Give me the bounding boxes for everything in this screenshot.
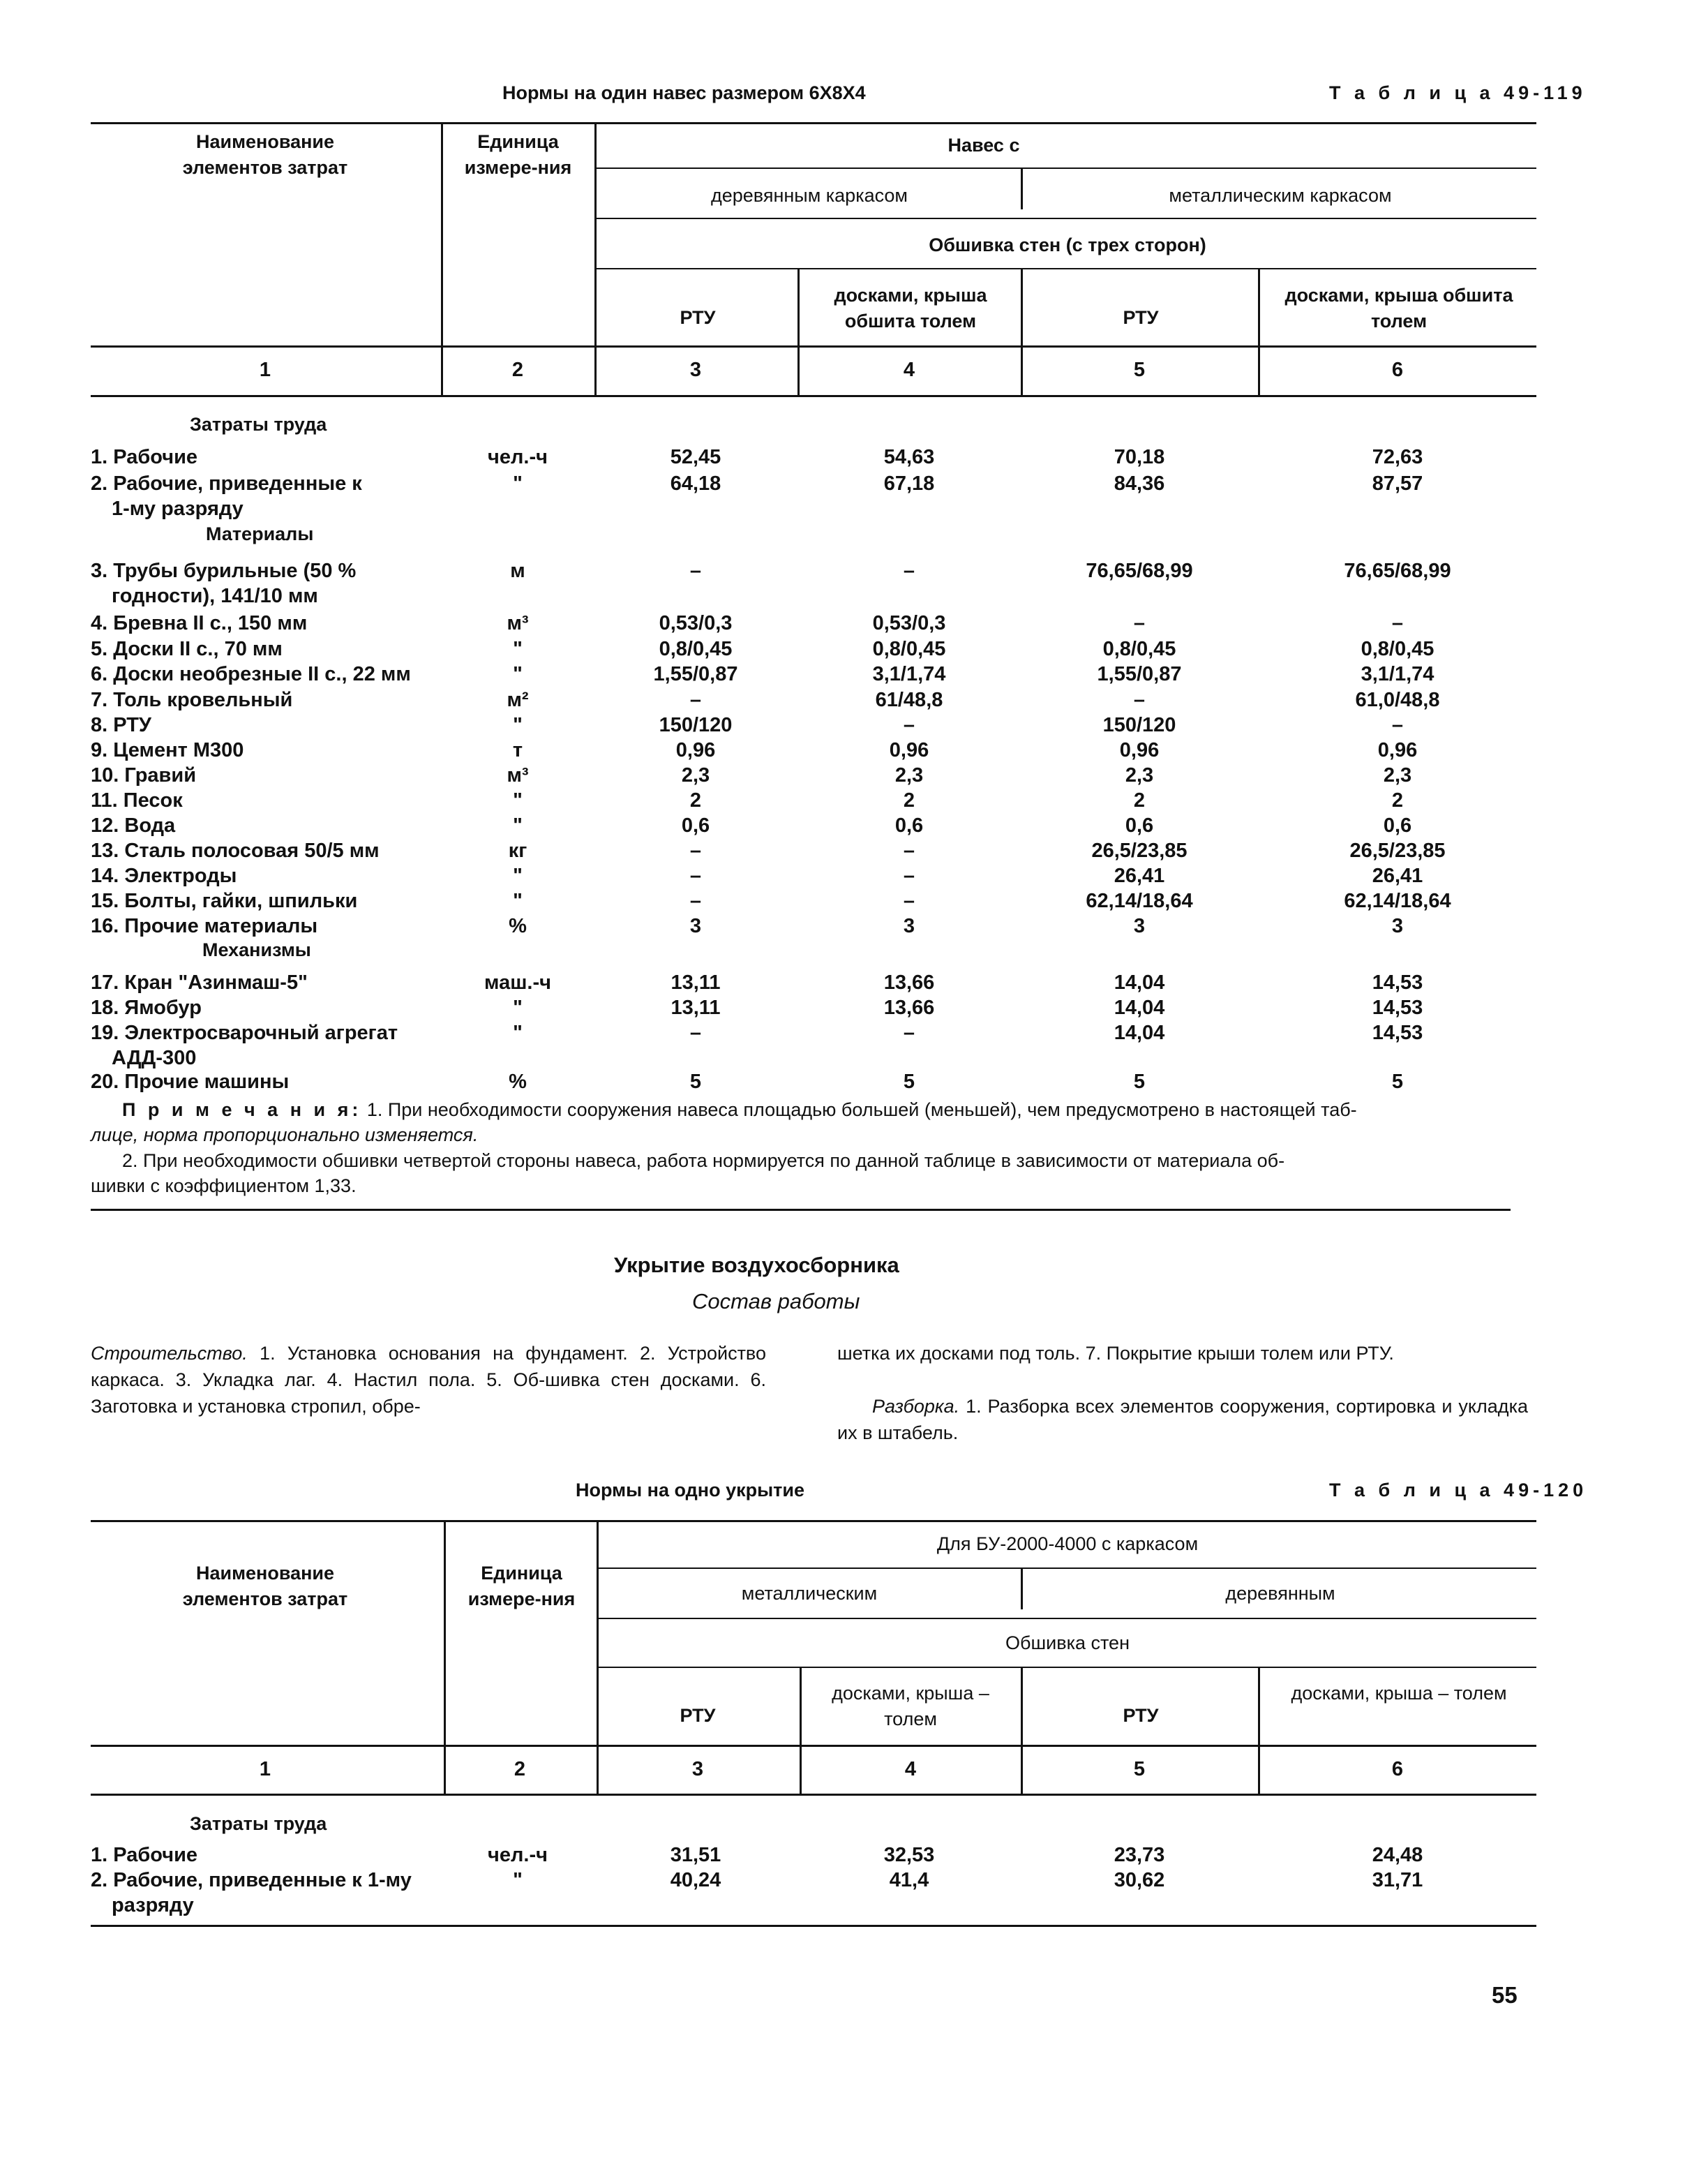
row-value: 62,14/18,64 xyxy=(1344,890,1451,912)
row-value: 3 xyxy=(689,915,702,937)
section-heading: Затраты труда xyxy=(190,1813,327,1834)
row-value: 30,62 xyxy=(1114,1869,1165,1891)
row-value: 150/120 xyxy=(1102,714,1176,736)
table-caption: Нормы на одно укрытие xyxy=(576,1480,804,1500)
row-value: – xyxy=(689,865,702,887)
column-divider xyxy=(597,1522,599,1794)
row-value: – xyxy=(1391,714,1404,736)
row-unit: " xyxy=(513,865,523,887)
row-unit: маш.-ч xyxy=(484,971,551,994)
row-value: 67,18 xyxy=(883,472,935,495)
header-rule xyxy=(599,1667,1536,1668)
table-label: Т а б л и ц а 49-120 xyxy=(1329,1480,1588,1500)
row-name: 9. Цемент М300 xyxy=(91,739,244,761)
header-unit: Единица измере-ния xyxy=(467,1563,576,1609)
row-value: – xyxy=(689,890,702,912)
row-value: 5 xyxy=(1133,1071,1146,1093)
row-value: 2,3 xyxy=(681,764,710,787)
row-value: 0,6 xyxy=(894,814,924,837)
row-value: 3 xyxy=(1133,915,1146,937)
section-subtitle: Состав работы xyxy=(692,1289,860,1313)
construction-paragraph xyxy=(91,1340,766,1420)
table-caption: Нормы на один навес размером 6Х8Х4 xyxy=(502,82,866,103)
header-rule xyxy=(597,218,1536,219)
row-value: 3 xyxy=(903,915,915,937)
colnum: 5 xyxy=(1133,1758,1146,1780)
construction-text: 1. Установка основания на фундамент. 2. Устройство каркаса. 3. Укладка лаг. 4. Настил пола. 5. Об-шивка стен досками. 6. Заготовка и установка стропил, обре- xyxy=(91,1343,766,1417)
row-value: – xyxy=(689,1022,702,1044)
row-unit: м² xyxy=(507,689,529,711)
table-top-rule xyxy=(91,1520,1536,1522)
construction-paragraph-cont: шетка их досками под толь. 7. Покрытие крыши толем или РТУ. xyxy=(837,1343,1394,1364)
row-unit: " xyxy=(513,472,523,495)
row-value: 24,48 xyxy=(1372,1844,1423,1866)
table-bottom-rule xyxy=(91,1925,1536,1927)
row-value: 13,66 xyxy=(883,997,935,1019)
row-name: 5. Доски II с., 70 мм xyxy=(91,638,283,660)
row-value: – xyxy=(1133,612,1146,634)
row-value: 61,0/48,8 xyxy=(1355,689,1440,711)
table-label: Т а б л и ц а 49-119 xyxy=(1329,82,1587,103)
row-value: 2,3 xyxy=(1383,764,1412,787)
row-value: 2 xyxy=(903,789,915,812)
row-unit: чел.-ч xyxy=(488,446,548,468)
row-value: 76,65/68,99 xyxy=(1344,560,1451,582)
table-top-rule xyxy=(91,122,1536,124)
row-value: 0,6 xyxy=(1125,814,1154,837)
row-value: 0,8/0,45 xyxy=(872,638,946,660)
row-value: 150/120 xyxy=(659,714,733,736)
row-unit: " xyxy=(513,890,523,912)
note-2-cont: шивки с коэффициентом 1,33. xyxy=(91,1175,357,1196)
row-name: 1. Рабочие xyxy=(91,1844,198,1866)
row-value: 3 xyxy=(1391,915,1404,937)
row-value: 13,11 xyxy=(671,971,721,994)
row-value: 23,73 xyxy=(1114,1844,1165,1866)
row-value: 62,14/18,64 xyxy=(1086,890,1193,912)
header-metal: металлическим xyxy=(741,1583,878,1604)
row-name: 17. Кран "Азинмаш-5" xyxy=(91,971,308,994)
row-unit: % xyxy=(509,915,527,937)
column-divider xyxy=(1258,269,1260,395)
row-name: 6. Доски необрезные II с., 22 мм xyxy=(91,663,411,685)
colnum: 6 xyxy=(1391,359,1404,381)
row-value: 61/48,8 xyxy=(875,689,943,711)
row-value: 26,5/23,85 xyxy=(1091,840,1188,862)
row-value: 14,53 xyxy=(1372,997,1423,1019)
colnum: 2 xyxy=(514,1758,526,1780)
row-value: – xyxy=(1133,689,1146,711)
row-name: 2. Рабочие, приведенные к 1-му xyxy=(91,1869,412,1891)
row-value: 40,24 xyxy=(670,1869,721,1891)
dismantle-paragraph xyxy=(837,1393,1528,1446)
header-col3: РТУ xyxy=(680,1705,716,1726)
header-col4: досками, крыша – толем xyxy=(832,1683,989,1729)
row-value: 0,8/0,45 xyxy=(1361,638,1434,660)
colnum: 1 xyxy=(259,359,271,381)
section-heading: Материалы xyxy=(206,523,314,544)
header-cladding: Обшивка стен xyxy=(1005,1632,1130,1653)
header-group: Для БУ-2000-4000 с каркасом xyxy=(936,1533,1199,1554)
header-rule xyxy=(91,345,1536,348)
row-value: 5 xyxy=(903,1071,915,1093)
column-divider xyxy=(444,1522,446,1794)
column-divider xyxy=(1021,269,1023,395)
row-value: 0,6 xyxy=(681,814,710,837)
column-divider xyxy=(594,124,597,395)
row-value: 0,53/0,3 xyxy=(872,612,946,634)
row-value: – xyxy=(903,560,915,582)
colnum: 6 xyxy=(1391,1758,1404,1780)
row-value: 2 xyxy=(1391,789,1404,812)
column-divider xyxy=(1021,1569,1023,1609)
row-unit: м³ xyxy=(507,612,529,634)
column-divider xyxy=(800,1668,802,1794)
column-divider xyxy=(1258,1668,1260,1794)
row-name: 15. Болты, гайки, шпильки xyxy=(91,890,358,912)
row-value: 41,4 xyxy=(889,1869,929,1891)
row-value: 1,55/0,87 xyxy=(1097,663,1182,685)
row-name: 10. Гравий xyxy=(91,764,197,787)
row-name: 20. Прочие машины xyxy=(91,1071,290,1093)
column-divider xyxy=(797,269,800,395)
row-name: 11. Песок xyxy=(91,789,183,812)
note-2: 2. При необходимости обшивки четвертой стороны навеса, работа нормируется по данной таблице в зависимости от материала об- xyxy=(122,1150,1285,1171)
row-value: – xyxy=(903,1022,915,1044)
row-value: – xyxy=(903,890,915,912)
header-rule xyxy=(91,395,1536,397)
row-unit: " xyxy=(513,997,523,1019)
row-value: 32,53 xyxy=(883,1844,935,1866)
row-name-cont: 1-му разряду xyxy=(112,498,244,520)
colnum: 3 xyxy=(689,359,702,381)
row-value: 14,04 xyxy=(1114,971,1165,994)
row-name-cont: АДД-300 xyxy=(112,1047,197,1069)
row-unit: " xyxy=(513,1022,523,1044)
header-rule xyxy=(91,1794,1536,1796)
row-unit: т xyxy=(512,739,523,761)
header-rule xyxy=(599,1567,1536,1569)
row-value: 13,66 xyxy=(883,971,935,994)
row-value: 2 xyxy=(689,789,702,812)
row-value: 2,3 xyxy=(894,764,924,787)
header-metal: металлическим каркасом xyxy=(1169,185,1392,206)
row-value: 72,63 xyxy=(1372,446,1423,468)
row-name: 12. Вода xyxy=(91,814,176,837)
colnum: 1 xyxy=(259,1758,271,1780)
row-value: 87,57 xyxy=(1372,472,1423,495)
row-value: – xyxy=(903,714,915,736)
row-name: 3. Трубы бурильные (50 % xyxy=(91,560,357,582)
row-value: 14,53 xyxy=(1372,1022,1423,1044)
header-col6: досками, крыша обшита толем xyxy=(1284,285,1513,332)
column-divider xyxy=(441,124,443,395)
note-text: 1. При необходимости сооружения навеса площадью большей (меньшей), чем предусмотрено в настоящей таб- xyxy=(366,1099,1357,1120)
row-name-cont: разряду xyxy=(112,1894,194,1916)
page-number: 55 xyxy=(1492,1982,1518,2008)
note-1 xyxy=(122,1097,1538,1122)
row-unit: % xyxy=(509,1071,527,1093)
row-value: 26,5/23,85 xyxy=(1349,840,1446,862)
header-col3: РТУ xyxy=(680,307,716,328)
row-value: – xyxy=(1391,612,1404,634)
row-value: 54,63 xyxy=(883,446,935,468)
header-rule xyxy=(599,1618,1536,1619)
dismantle-label: Разборка. xyxy=(872,1396,960,1417)
row-value: 0,96 xyxy=(1377,739,1418,761)
row-value: 2 xyxy=(1133,789,1146,812)
row-name: 4. Бревна II с., 150 мм xyxy=(91,612,308,634)
row-value: – xyxy=(903,865,915,887)
row-value: 52,45 xyxy=(670,446,721,468)
row-name: 14. Электроды xyxy=(91,865,237,887)
row-name: 7. Толь кровельный xyxy=(91,689,293,711)
header-rule xyxy=(597,268,1536,269)
row-value: – xyxy=(689,840,702,862)
row-value: 64,18 xyxy=(670,472,721,495)
row-value: – xyxy=(903,840,915,862)
row-value: 31,71 xyxy=(1372,1869,1423,1891)
row-name: 8. РТУ xyxy=(91,714,151,736)
row-value: 0,8/0,45 xyxy=(659,638,733,660)
header-group: Навес с xyxy=(947,135,1020,156)
row-name: 13. Сталь полосовая 50/5 мм xyxy=(91,840,380,862)
separator-rule xyxy=(91,1209,1511,1211)
header-wood: деревянным каркасом xyxy=(711,185,908,206)
row-value: 1,55/0,87 xyxy=(653,663,738,685)
colnum: 2 xyxy=(511,359,524,381)
row-unit: " xyxy=(513,714,523,736)
row-unit: " xyxy=(513,789,523,812)
row-value: 31,51 xyxy=(670,1844,721,1866)
row-value: 26,41 xyxy=(1114,865,1165,887)
row-value: 14,53 xyxy=(1372,971,1423,994)
header-col5: РТУ xyxy=(1123,1705,1159,1726)
row-value: 5 xyxy=(689,1071,702,1093)
column-divider xyxy=(1021,169,1023,209)
row-value: 13,11 xyxy=(671,997,721,1019)
notes-label: П р и м е ч а н и я: xyxy=(122,1099,362,1120)
note-1-cont: лице, норма пропорционально изменяется. xyxy=(91,1124,479,1145)
header-col6: досками, крыша – толем xyxy=(1291,1683,1507,1704)
header-cladding: Обшивка стен (с трех сторон) xyxy=(929,234,1206,255)
row-value: 14,04 xyxy=(1114,997,1165,1019)
row-name: 19. Электросварочный агрегат xyxy=(91,1022,398,1044)
header-wood: деревянным xyxy=(1225,1583,1335,1604)
dismantle-text: 1. Разборка всех элементов сооружения, сортировка и укладка их в штабель. xyxy=(837,1396,1528,1443)
row-name: 18. Ямобур xyxy=(91,997,202,1019)
header-col4: досками, крыша обшита толем xyxy=(834,285,987,332)
colnum: 4 xyxy=(903,359,915,381)
colnum: 3 xyxy=(691,1758,704,1780)
section-heading: Затраты труда xyxy=(190,414,327,435)
row-value: – xyxy=(689,560,702,582)
row-name: 1. Рабочие xyxy=(91,446,198,468)
row-value: 0,96 xyxy=(675,739,716,761)
column-divider xyxy=(1021,1668,1023,1794)
row-unit: кг xyxy=(508,840,527,862)
row-unit: " xyxy=(513,663,523,685)
header-rule xyxy=(597,167,1536,169)
construction-label: Строительство. xyxy=(91,1343,248,1364)
row-value: 0,8/0,45 xyxy=(1102,638,1176,660)
header-col5: РТУ xyxy=(1123,307,1159,328)
row-unit: " xyxy=(513,814,523,837)
row-value: 0,96 xyxy=(889,739,929,761)
header-name: Наименование элементов затрат xyxy=(182,131,348,178)
row-unit: м xyxy=(510,560,525,582)
row-value: 26,41 xyxy=(1372,865,1423,887)
row-unit: м³ xyxy=(507,764,529,787)
row-value: 84,36 xyxy=(1114,472,1165,495)
row-unit: " xyxy=(513,1869,523,1891)
header-name: Наименование элементов затрат xyxy=(182,1563,348,1609)
header-unit: Единица измере-ния xyxy=(464,131,572,178)
header-rule xyxy=(91,1745,1536,1747)
row-value: 5 xyxy=(1391,1071,1404,1093)
row-value: 0,6 xyxy=(1383,814,1412,837)
row-value: 2,3 xyxy=(1125,764,1154,787)
section-title: Укрытие воздухосборника xyxy=(614,1253,899,1277)
row-name-cont: годности), 141/10 мм xyxy=(112,585,318,607)
row-value: – xyxy=(689,689,702,711)
row-unit: " xyxy=(513,638,523,660)
row-name: 2. Рабочие, приведенные к xyxy=(91,472,362,495)
row-value: 3,1/1,74 xyxy=(1361,663,1434,685)
row-value: 0,53/0,3 xyxy=(659,612,733,634)
row-unit: чел.-ч xyxy=(488,1844,548,1866)
row-value: 76,65/68,99 xyxy=(1086,560,1193,582)
section-heading: Механизмы xyxy=(202,939,311,960)
row-value: 3,1/1,74 xyxy=(872,663,946,685)
row-value: 70,18 xyxy=(1114,446,1165,468)
row-value: 0,96 xyxy=(1119,739,1160,761)
row-name: 16. Прочие материалы xyxy=(91,915,318,937)
colnum: 4 xyxy=(904,1758,917,1780)
row-value: 14,04 xyxy=(1114,1022,1165,1044)
colnum: 5 xyxy=(1133,359,1146,381)
